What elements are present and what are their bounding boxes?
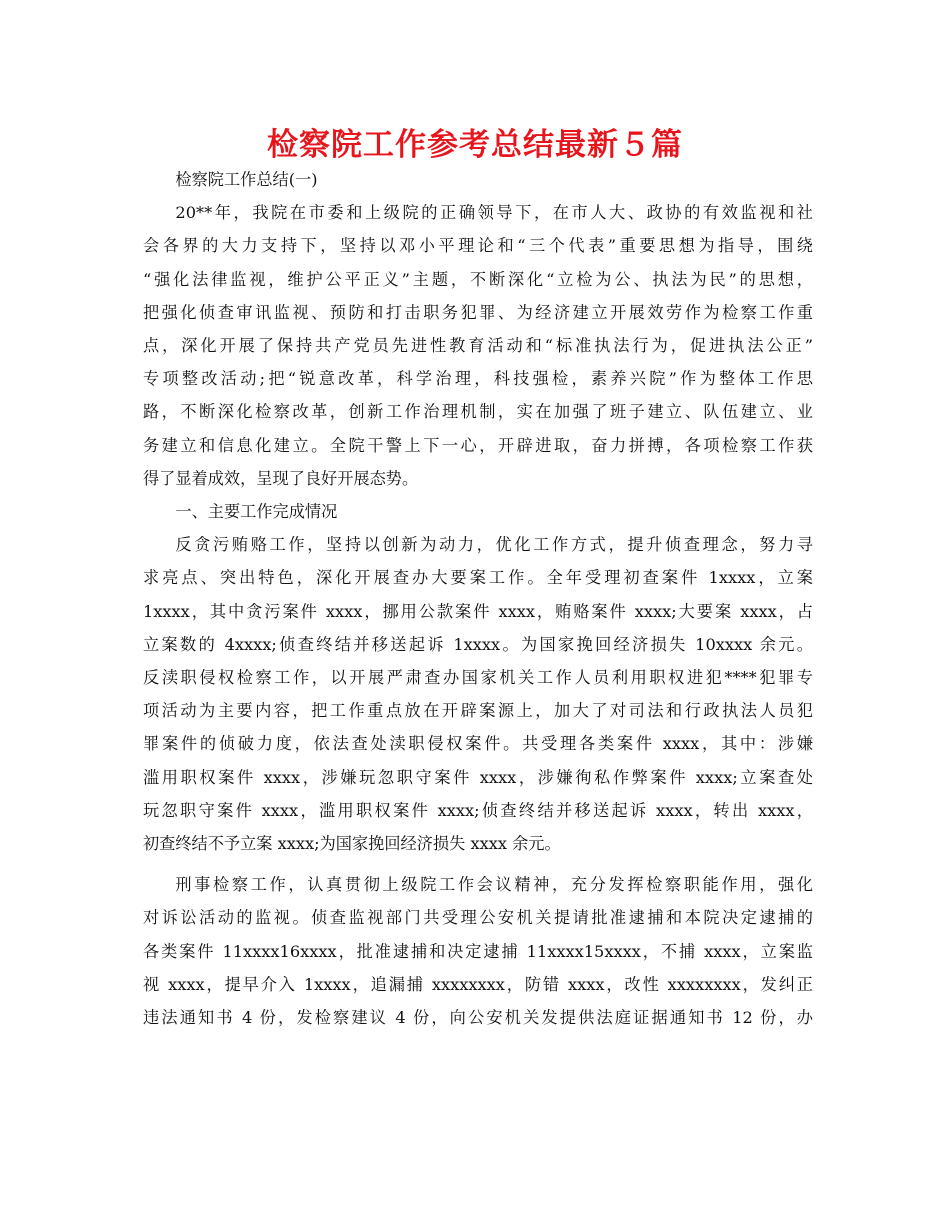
document-body bbox=[143, 163, 813, 1034]
text-line: 1xxxx，其中贪污案件 xxxx，挪用公款案件 xxxx，贿赂案件 xxxx;大要案 xxxx，占 bbox=[143, 601, 813, 621]
paragraph bbox=[143, 196, 813, 495]
text-line: 玩忽职守案件 xxxx，滥用职权案件 xxxx;侦查终结并移送起诉 xxxx，转出 xxxx， bbox=[143, 800, 813, 820]
paragraph bbox=[143, 528, 813, 860]
text-line: 违法通知书 4 份，发检察建议 4 份，向公安机关发提供法庭证据通知书 12 份，办 bbox=[143, 1008, 813, 1028]
text-line: 会各界的大力支持下，坚持以邓小平理论和“三个代表”重要思想为指导，围绕 bbox=[143, 236, 813, 256]
text-line: 务建立和信息化建立。全院干警上下一心，开辟进取，奋力拼搏，各项检察工作获 bbox=[143, 435, 813, 455]
text-line: 刑事检察工作，认真贯彻上级院工作会议精神，充分发挥检察职能作用，强化 bbox=[175, 875, 813, 895]
document-title: 检察院工作参考总结最新５篇 bbox=[267, 127, 683, 163]
text-line: 初查终结不予立案 xxxx;为国家挽回经济损失 xxxx 余元。 bbox=[143, 834, 561, 854]
text-line: “强化法律监视，维护公平正义”主题，不断深化“立检为公、执法为民”的思想， bbox=[143, 269, 813, 289]
text-line: 路，不断深化检察改革，创新工作治理机制，实在加强了班子建立、队伍建立、业 bbox=[143, 402, 813, 422]
text-line: 求亮点、突出特色，深化开展查办大要案工作。全年受理初查案件 1xxxx，立案 bbox=[143, 568, 813, 588]
text-line: 把强化侦查审讯监视、预防和打击职务犯罪、为经济建立开展效劳作为检察工作重 bbox=[143, 302, 813, 322]
text-line: 罪案件的侦破力度，依法查处渎职侵权案件。共受理各类案件 xxxx，其中：涉嫌 bbox=[143, 734, 813, 754]
section-heading: 一、主要工作完成情况 bbox=[175, 502, 338, 522]
text-line: 反渎职侵权检察工作，以开展严肃查办国家机关工作人员利用职权进犯****犯罪专 bbox=[143, 668, 813, 688]
text-line: 各类案件 11xxxx16xxxx，批准逮捕和决定逮捕 11xxxx15xxxx，不捕 xxxx，立案监 bbox=[143, 941, 813, 961]
text-line: 20**年，我院在市委和上级院的正确领导下，在市人大、政协的有效监视和社 bbox=[175, 203, 813, 223]
text-line: 立案数的 4xxxx;侦查终结并移送起诉 1xxxx。为国家挽回经济损失 10xxxx 余元。 bbox=[143, 634, 813, 654]
subtitle: 检察院工作总结(一) bbox=[175, 170, 318, 189]
text-line: 反贪污贿赂工作，坚持以创新为动力，优化工作方式，提升侦查理念，努力寻 bbox=[175, 535, 813, 555]
text-line: 项活动为主要内容，把工作重点放在开辟案源上，加大了对司法和行政执法人员犯 bbox=[143, 701, 813, 721]
text-line: 滥用职权案件 xxxx，涉嫌玩忽职守案件 xxxx，涉嫌徇私作弊案件 xxxx;立案查处 bbox=[143, 767, 813, 787]
text-line: 专项整改活动;把“锐意改革，科学治理，科技强检，素养兴院”作为整体工作思 bbox=[143, 369, 813, 389]
text-line: 视 xxxx，提早介入 1xxxx，追漏捕 xxxxxxxx，防错 xxxx，改性 xxxxxxxx，发纠正 bbox=[143, 974, 813, 994]
text-line: 对诉讼活动的监视。侦查监视部门共受理公安机关提请批准逮捕和本院决定逮捕的 bbox=[143, 908, 813, 928]
text-line: 得了显着成效，呈现了良好开展态势。 bbox=[143, 468, 419, 488]
paragraph bbox=[143, 868, 813, 1034]
text-line: 点，深化开展了保持共产党员先进性教育活动和“标准执法行为，促进执法公正” bbox=[143, 336, 813, 356]
